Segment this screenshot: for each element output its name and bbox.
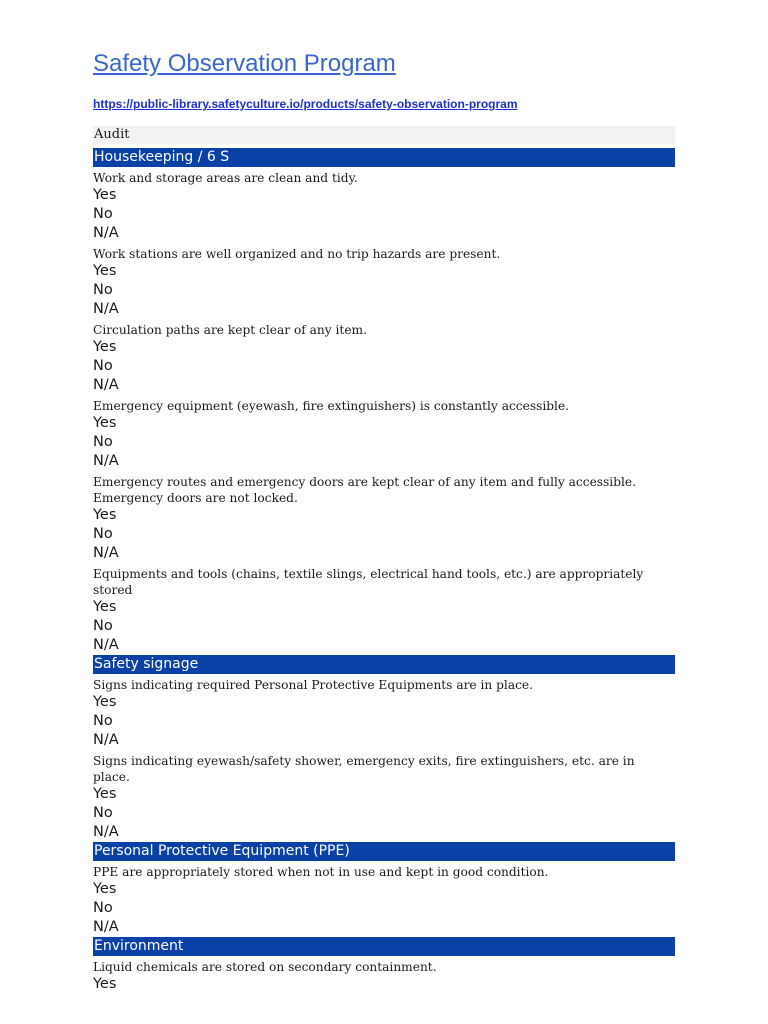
answer-option-na[interactable]: N/A [93, 637, 119, 653]
section-header: Housekeeping / 6 S [93, 148, 675, 167]
answer-option-no[interactable]: No [93, 282, 113, 298]
answer-option-no[interactable]: No [93, 713, 113, 729]
question-text: Emergency equipment (eyewash, fire extinguishers) is constantly accessible. [93, 399, 570, 413]
audit-label: Audit [93, 126, 675, 144]
answer-option-no[interactable]: No [93, 805, 113, 821]
answer-option-no[interactable]: No [93, 618, 113, 634]
answer-option-yes[interactable]: Yes [93, 339, 117, 355]
answer-option-yes[interactable]: Yes [93, 415, 117, 431]
checklist-content [93, 148, 675, 994]
question-text: Emergency routes and emergency doors are kept clear of any item and fully accessible. Emergency doors are not locked. [93, 475, 636, 505]
answer-option-no[interactable]: No [93, 206, 113, 222]
answer-option-yes[interactable]: Yes [93, 694, 117, 710]
question-text: Signs indicating eyewash/safety shower, emergency exits, fire extinguishers, etc. are in place. [93, 754, 635, 784]
section-header: Environment [93, 937, 675, 956]
question-text: PPE are appropriately stored when not in use and kept in good condition. [93, 865, 549, 879]
answer-option-na[interactable]: N/A [93, 732, 119, 748]
answer-option-no[interactable]: No [93, 358, 113, 374]
answer-option-yes[interactable]: Yes [93, 507, 117, 523]
answer-option-yes[interactable]: Yes [93, 786, 117, 802]
section-header: Safety signage [93, 655, 675, 674]
answer-option-yes[interactable]: Yes [93, 881, 117, 897]
section-header: Personal Protective Equipment (PPE) [93, 842, 675, 861]
answer-option-no[interactable]: No [93, 434, 113, 450]
question-text: Signs indicating required Personal Protective Equipments are in place. [93, 678, 533, 692]
question-text: Work stations are well organized and no trip hazards are present. [93, 247, 501, 261]
document-title[interactable]: Safety Observation Program [93, 50, 396, 77]
answer-option-na[interactable]: N/A [93, 545, 119, 561]
question-text: Work and storage areas are clean and tidy. [93, 171, 358, 185]
answer-option-na[interactable]: N/A [93, 225, 119, 241]
answer-option-yes[interactable]: Yes [93, 187, 117, 203]
answer-option-na[interactable]: N/A [93, 377, 119, 393]
answer-option-yes[interactable]: Yes [93, 263, 117, 279]
answer-option-na[interactable]: N/A [93, 301, 119, 317]
answer-option-no[interactable]: No [93, 900, 113, 916]
answer-option-na[interactable]: N/A [93, 824, 119, 840]
question-text: Circulation paths are kept clear of any item. [93, 323, 367, 337]
source-url-link[interactable]: https://public-library.safetyculture.io/products/safety-observation-program [93, 97, 518, 111]
answer-option-na[interactable]: N/A [93, 453, 119, 469]
answer-option-yes[interactable]: Yes [93, 599, 117, 615]
question-text: Equipments and tools (chains, textile slings, electrical hand tools, etc.) are appropriately stored [93, 567, 644, 597]
answer-option-no[interactable]: No [93, 526, 113, 542]
answer-option-na[interactable]: N/A [93, 919, 119, 935]
question-text: Liquid chemicals are stored on secondary containment. [93, 960, 437, 974]
answer-option-yes[interactable]: Yes [93, 976, 117, 992]
